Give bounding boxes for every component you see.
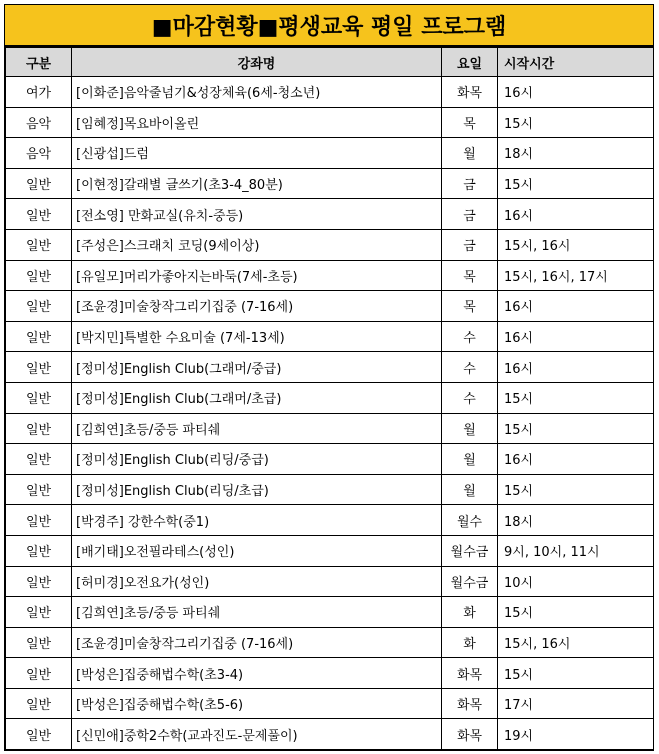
row-start-time: 10시 — [498, 566, 654, 597]
header-time: 시작시간 — [498, 48, 654, 77]
table-row — [6, 688, 654, 719]
page-title — [5, 5, 653, 47]
row-category: 일반 — [6, 321, 72, 352]
row-category: 일반 — [6, 168, 72, 199]
row-course-name: [전소영] 만화교실(유치-중등) — [72, 199, 442, 230]
row-category: 일반 — [6, 535, 72, 566]
table-row — [6, 229, 654, 260]
row-start-time: 15시, 16시 — [498, 229, 654, 260]
table-row — [6, 474, 654, 505]
row-category: 음악 — [6, 138, 72, 169]
row-day: 월수금 — [442, 566, 498, 597]
row-start-time: 16시 — [498, 321, 654, 352]
row-category: 일반 — [6, 229, 72, 260]
row-category: 여가 — [6, 77, 72, 108]
table-row — [6, 505, 654, 536]
row-start-time: 18시 — [498, 138, 654, 169]
row-category: 일반 — [6, 413, 72, 444]
row-course-name: [조윤경]미술창작그리기집중 (7-16세) — [72, 291, 442, 322]
row-start-time: 16시 — [498, 77, 654, 108]
row-start-time: 9시, 10시, 11시 — [498, 535, 654, 566]
table-row — [6, 291, 654, 322]
row-day: 월 — [442, 138, 498, 169]
row-day: 화 — [442, 597, 498, 628]
row-category: 일반 — [6, 597, 72, 628]
row-day: 수 — [442, 352, 498, 383]
row-day: 화목 — [442, 658, 498, 689]
row-start-time: 15시, 16시, 17시 — [498, 260, 654, 291]
row-course-name: [배기태]오전필라테스(성인) — [72, 535, 442, 566]
row-day: 목 — [442, 291, 498, 322]
row-course-name: [박경주] 강한수학(중1) — [72, 505, 442, 536]
row-day: 화목 — [442, 688, 498, 719]
table-row — [6, 627, 654, 658]
row-day: 화목 — [442, 719, 498, 750]
row-start-time: 15시 — [498, 658, 654, 689]
row-category: 일반 — [6, 352, 72, 383]
row-course-name: [주성은]스크래치 코딩(9세이상) — [72, 229, 442, 260]
row-category: 음악 — [6, 107, 72, 138]
row-course-name: [이화준]음악줄넘기&성장체육(6세-청소년) — [72, 77, 442, 108]
table-row — [6, 413, 654, 444]
row-start-time: 15시 — [498, 597, 654, 628]
row-course-name: [정미성]English Club(리딩/중급) — [72, 444, 442, 475]
row-category: 일반 — [6, 566, 72, 597]
row-course-name: [정미성]English Club(리딩/초급) — [72, 474, 442, 505]
table-row — [6, 168, 654, 199]
row-start-time: 15시 — [498, 168, 654, 199]
row-course-name: [박지민]특별한 수요미술 (7세-13세) — [72, 321, 442, 352]
row-start-time: 17시 — [498, 688, 654, 719]
table-row — [6, 352, 654, 383]
table-row — [6, 107, 654, 138]
row-category: 일반 — [6, 444, 72, 475]
row-course-name: [신광섭]드럼 — [72, 138, 442, 169]
row-start-time: 15시 — [498, 474, 654, 505]
row-start-time: 15시 — [498, 413, 654, 444]
row-day: 월수 — [442, 505, 498, 536]
row-course-name: [김희연]초등/중등 파티쉐 — [72, 597, 442, 628]
row-course-name: [허미경]오전요가(성인) — [72, 566, 442, 597]
title-program-name: ■평생교육 평일 프로그램 — [257, 14, 507, 40]
row-start-time: 16시 — [498, 291, 654, 322]
table-row — [6, 199, 654, 230]
table-row — [6, 719, 654, 750]
header-course: 강좌명 — [72, 48, 442, 77]
row-course-name: [임혜정]목요바이올린 — [72, 107, 442, 138]
row-start-time: 18시 — [498, 505, 654, 536]
row-start-time: 15시, 16시 — [498, 627, 654, 658]
row-category: 일반 — [6, 291, 72, 322]
table-row — [6, 321, 654, 352]
row-start-time: 16시 — [498, 352, 654, 383]
table-row — [6, 566, 654, 597]
header-day: 요일 — [442, 48, 498, 77]
row-day: 수 — [442, 382, 498, 413]
row-course-name: [정미성]English Club(그래머/중급) — [72, 352, 442, 383]
row-category: 일반 — [6, 719, 72, 750]
row-category: 일반 — [6, 688, 72, 719]
table-row — [6, 658, 654, 689]
program-table — [5, 47, 654, 750]
row-day: 목 — [442, 107, 498, 138]
row-day: 월 — [442, 413, 498, 444]
row-course-name: [조윤경]미술창작그리기집중 (7-16세) — [72, 627, 442, 658]
row-course-name: [박성은]집중해법수학(초5-6) — [72, 688, 442, 719]
table-row — [6, 535, 654, 566]
row-day: 금 — [442, 199, 498, 230]
table-body — [6, 77, 654, 750]
row-category: 일반 — [6, 474, 72, 505]
row-category: 일반 — [6, 199, 72, 230]
row-start-time: 15시 — [498, 107, 654, 138]
row-day: 금 — [442, 229, 498, 260]
table-row — [6, 444, 654, 475]
row-day: 화목 — [442, 77, 498, 108]
row-day: 월 — [442, 444, 498, 475]
table-row — [6, 597, 654, 628]
row-category: 일반 — [6, 658, 72, 689]
row-start-time: 15시 — [498, 382, 654, 413]
row-day: 수 — [442, 321, 498, 352]
table-row — [6, 77, 654, 108]
table-row — [6, 260, 654, 291]
row-start-time: 16시 — [498, 444, 654, 475]
row-day: 화 — [442, 627, 498, 658]
program-sheet — [4, 4, 654, 751]
row-category: 일반 — [6, 627, 72, 658]
table-row — [6, 138, 654, 169]
row-category: 일반 — [6, 260, 72, 291]
row-day: 목 — [442, 260, 498, 291]
header-category: 구분 — [6, 48, 72, 77]
row-course-name: [유일모]머리가좋아지는바둑(7세-초등) — [72, 260, 442, 291]
row-day: 월 — [442, 474, 498, 505]
row-course-name: [이현정]갈래별 글쓰기(초3-4_80분) — [72, 168, 442, 199]
row-day: 월수금 — [442, 535, 498, 566]
row-category: 일반 — [6, 505, 72, 536]
title-closing-status: ■마감현황 — [151, 14, 258, 40]
row-course-name: [김희연]초등/중등 파티쉐 — [72, 413, 442, 444]
row-start-time: 16시 — [498, 199, 654, 230]
table-header-row — [6, 48, 654, 77]
row-start-time: 19시 — [498, 719, 654, 750]
row-course-name: [박성은]집중해법수학(초3-4) — [72, 658, 442, 689]
row-course-name: [정미성]English Club(그래머/초급) — [72, 382, 442, 413]
row-day: 금 — [442, 168, 498, 199]
row-category: 일반 — [6, 382, 72, 413]
row-course-name: [신민애]중학2수학(교과진도-문제풀이) — [72, 719, 442, 750]
table-row — [6, 382, 654, 413]
